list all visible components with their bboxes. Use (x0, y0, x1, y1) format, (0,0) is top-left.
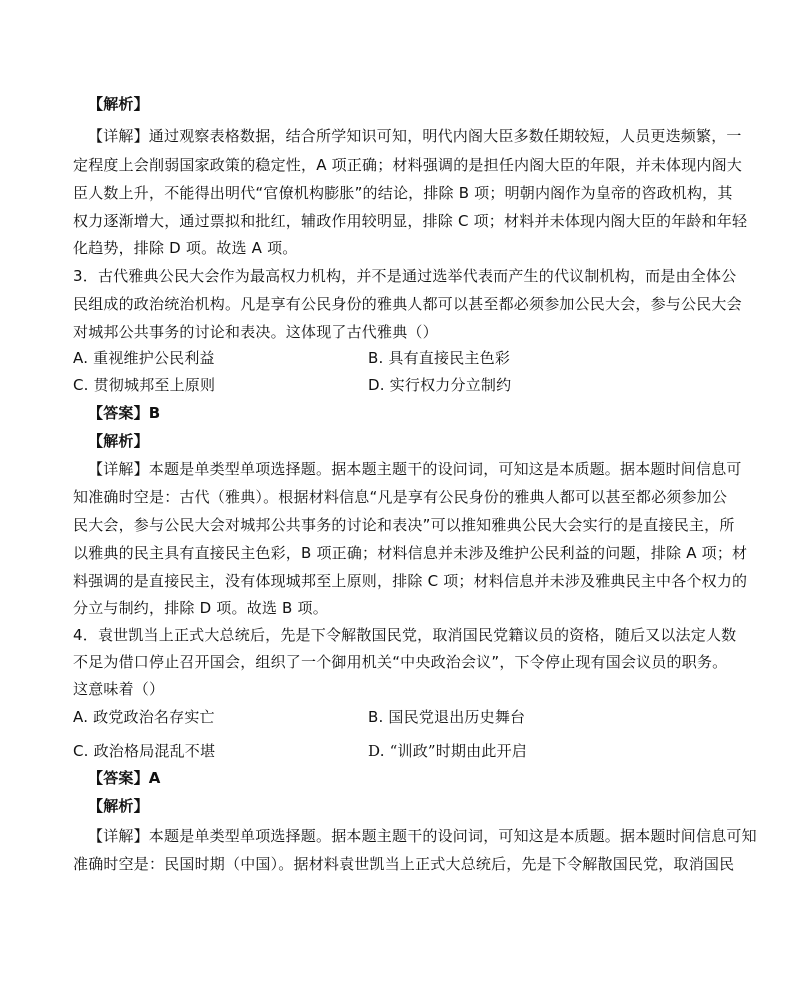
q4-option-c: C. 政治格局混乱不堪 (73, 742, 216, 760)
q3-answer: 【答案】B (88, 404, 161, 422)
q3-detail-line-1: 【详解】本题是单类型单项选择题。据本题主题干的设问词，可知这是本质题。据本题时间信息可 (88, 460, 742, 478)
q4-stem-line-2: 不足为借口停止召开国会，组织了一个御用机关“中央政治会议”，下令停止现有国会议员的职务。 (73, 653, 728, 671)
q2-analysis-label: 【解析】 (88, 95, 149, 113)
q3-stem-line-3: 对城邦公共事务的讨论和表决。这体现了古代雅典（） (73, 323, 438, 341)
q3-option-c: C. 贯彻城邦至上原则 (73, 376, 216, 394)
q4-option-a: A. 政党政治名存实亡 (73, 708, 215, 726)
q4-detail-line-2: 准确时空是：民国时期（中国）。据材料袁世凯当上正式大总统后，先是下令解散国民党，取消国民 (73, 855, 735, 873)
q2-detail-line-1: 【详解】通过观察表格数据，结合所学知识可知，明代内阁大臣多数任期较短，人员更迭频繁，一 (88, 127, 742, 145)
q2-detail-line-2: 定程度上会削弱国家政策的稳定性，A 项正确；材料强调的是担任内阁大臣的年限，并未体现内阁大 (73, 156, 743, 174)
q3-option-d: D. 实行权力分立制约 (368, 376, 512, 394)
q4-stem-line-1: 4．袁世凯当上正式大总统后，先是下令解散国民党，取消国民党籍议员的资格，随后又以法定人数 (73, 626, 737, 644)
q4-analysis-label: 【解析】 (88, 797, 149, 815)
q4-stem-line-3: 这意味着（） (73, 680, 165, 698)
q3-option-b: B. 具有直接民主色彩 (368, 349, 511, 367)
q4-option-d: D. “训政”时期由此开启 (368, 742, 527, 760)
q3-detail-line-3: 民大会，参与公民大会对城邦公共事务的讨论和表决”可以推知雅典公民大会实行的是直接民主，所 (73, 516, 735, 534)
q3-detail-line-4: 以雅典的民主具有直接民主色彩，B 项正确；材料信息并未涉及维护公民利益的问题，排除 A 项；材 (73, 544, 748, 562)
q2-detail-line-5: 化趋势，排除 D 项。故选 A 项。 (73, 239, 298, 257)
q2-detail-line-3: 臣人数上升，不能得出明代“官僚机构膨胀”的结论，排除 B 项；明朝内阁作为皇帝的咨政机构，其 (73, 184, 733, 202)
q3-detail-line-6: 分立与制约，排除 D 项。故选 B 项。 (73, 599, 328, 617)
q3-option-a: A. 重视维护公民利益 (73, 349, 215, 367)
q3-analysis-label: 【解析】 (88, 432, 149, 450)
q4-option-b: B. 国民党退出历史舞台 (368, 708, 526, 726)
q4-answer: 【答案】A (88, 769, 161, 787)
q3-stem-line-1: 3．古代雅典公民大会作为最高权力机构，并不是通过选举代表而产生的代议制机构，而是由全体公 (73, 267, 737, 285)
q3-detail-line-5: 料强调的是直接民主，没有体现城邦至上原则，排除 C 项；材料信息并未涉及雅典民主中各个权力的 (73, 572, 748, 590)
q3-stem-line-2: 民组成的政治统治机构。凡是享有公民身份的雅典人都可以甚至都必须参加公民大会，参与公民大会 (73, 295, 742, 313)
q3-detail-line-2: 知准确时空是：古代（雅典）。根据材料信息“凡是享有公民身份的雅典人都可以甚至都必须参加公 (73, 488, 728, 506)
q2-detail-line-4: 权力逐渐增大，通过票拟和批红，辅政作用较明显，排除 C 项；材料并未体现内阁大臣的年龄和年轻 (73, 212, 748, 230)
q4-detail-line-1: 【详解】本题是单类型单项选择题。据本题主题干的设问词，可知这是本质题。据本题时间信息可知 (88, 827, 757, 845)
